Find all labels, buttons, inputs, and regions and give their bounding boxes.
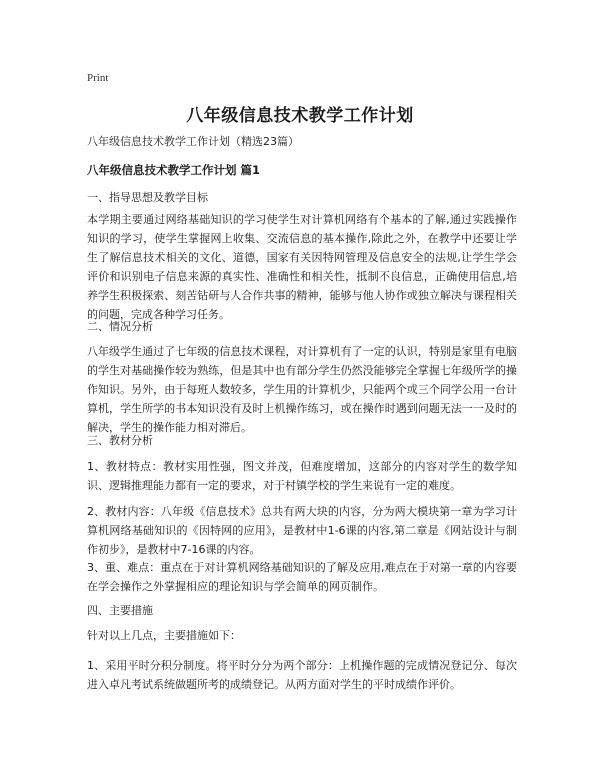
heading-main-measures: 四、主要措施 (87, 604, 153, 617)
paragraph-guiding-ideas: 本学期主要通过网络基础知识的学习使学生对计算机网络有个基本的了解,通过实践操作知识的学习，使学生掌握网上收集、交流信息的基本操作,除此之外，在教学中还要让学生了解信息技术相关的文化、道德，国家有关因特网管理及信息安全的法规,让学生学会评价和识别电子信息来源的真实性、准确性和相关性，抵制不良信息，正确使用信息,培养学生积极探索、刻苦钻研与人合作共事的精神，能够与他人协作或独立解决与课程相关的问题，完成各种学习任务。 (87, 213, 517, 321)
paragraph-situation-analysis: 八年级学生通过了七年级的信息技术课程，对计算机有了一定的认识，特别是家里有电脑的学生对基础操作较为熟练，但是其中也有部分学生仍然没能够完全掌握七年级所学的操作知识。另外，由于每班人数较多，学生用的计算机少，只能两个或三个同学公用一台计算机，学生所学的书本知识没有及时上机操作练习，或在操作时遇到问题无法一一及时的解决，学生的操作能力相对滞后。 (87, 345, 517, 434)
paragraph-measure-1: 1、采用平时分积分制度。将平时分分为两个部分：上机操作题的完成情况登记分、每次进入卓凡考试系统做题所考的成绩登记。从两方面对学生的平时成绩作评价。 (87, 659, 517, 691)
section-title: 八年级信息技术教学工作计划 篇1 (87, 163, 261, 177)
heading-textbook-analysis: 三、教材分析 (87, 434, 153, 447)
paragraph-key-points: 3、重、难点：重点在于对计算机网络基础知识的了解及应用,难点在于对第一章的内容要在学会操作之外掌握相应的理论知识与学会简单的网页制作。 (87, 561, 517, 593)
document-subtitle: 八年级信息技术教学工作计划（精选23篇） (87, 135, 299, 148)
paragraph-textbook-content: 2、教材内容：八年级《信息技术》总共有两大块的内容，分为两大模块第一章为学习计算机网络基础知识的《因特网的应用》，是教材中1-6课的内容,第二章是《网站设计与制作初步》，是教材中7-16课的内容。 (87, 505, 517, 556)
page-title: 八年级信息技术教学工作计划 (186, 106, 414, 126)
heading-guiding-ideas: 一、指导思想及教学目标 (87, 191, 208, 204)
paragraph-measures-intro: 针对以上几点，主要措施如下： (87, 629, 241, 642)
print-link[interactable]: Print (87, 72, 109, 84)
paragraph-textbook-features: 1、教材特点：教材实用性强，图文并茂，但难度增加，这部分的内容对学生的数学知识、逻辑推理能力都有一定的要求，对于村镇学校的学生来说有一定的难度。 (87, 460, 517, 492)
heading-situation-analysis: 二、情况分析 (87, 320, 153, 333)
